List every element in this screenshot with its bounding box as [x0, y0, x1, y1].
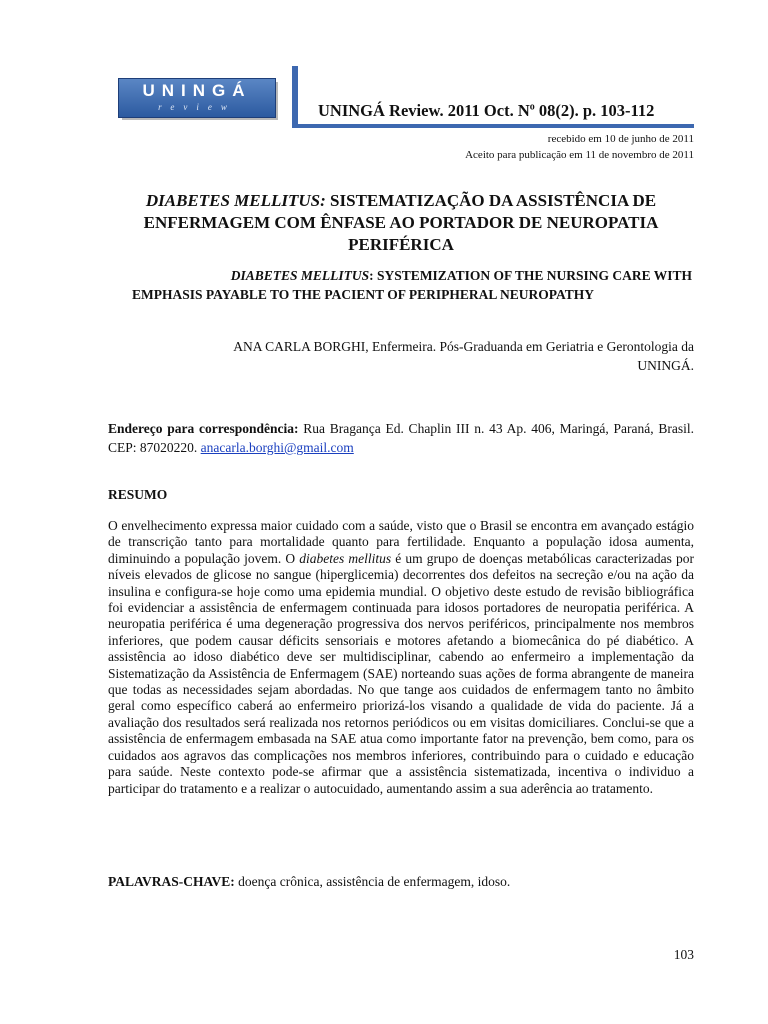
keywords-line	[108, 874, 694, 890]
keywords-text: doença crônica, assistência de enfermagem, idoso.	[234, 874, 511, 889]
resumo-heading: RESUMO	[108, 487, 168, 502]
logo-sub-text: review	[158, 102, 236, 112]
english-title-italic: DIABETES MELLITUS	[230, 268, 370, 283]
title-italic: DIABETES MELLITUS:	[145, 191, 326, 210]
address-label: Endereço para correspondência:	[108, 421, 299, 436]
resumo-part1: O envelhecimento expressa maior cuidado com a saúde, visto que o Brasil se encontra em avançado estágio de transcrição tanto para mortalidade quanto para fertilidade. Enquanto a população idosa aumenta, diminuindo a população jovem. O	[108, 518, 694, 566]
article-title	[108, 190, 694, 256]
resumo-body	[108, 518, 694, 797]
email-link[interactable]: anacarla.borghi@gmail.com	[200, 440, 354, 455]
english-title	[108, 266, 694, 304]
logo-main-text: UNINGÁ	[142, 81, 252, 100]
header-horizontal-rule	[292, 124, 694, 128]
english-title-line2: EMPHASIS PAYABLE TO THE PACIENT OF PERIPHERAL NEUROPATHY	[132, 287, 594, 302]
journal-citation	[318, 101, 654, 121]
resumo-part2: é um grupo de doenças metabólicas caracterizadas por níveis elevados de glicose no sangue (hiperglicemia) decorrentes dos defeitos na secreção e/ou na ação da insulina e configura-se hoje como uma epidemia mundial. O objetivo deste estudo de revisão bibliográfica foi evidenciar a assistência de enfermagem continuada para idosos portadores de neuropatia periférica. A neuropatia periférica é uma degeneração progressiva dos nervos periféricos, principalmente nos membros inferiores, que podem causar déficits sensoriais e motores afetando a biomecânica do pé diabético. A assistência ao idoso diabético deve ser multidisciplinar, cabendo ao enfermeiro a implementação da Sistematização da Assistência de Enfermagem (SAE) norteando suas ações de forma abrangente de maneira que todas as necessidades sejam abordadas. No que tange aos cuidados de enfermagem tanto no âmbito geral como específico caberá ao enfermeiro priorizá-los visando a qualidade de vida do paciente. Já a avaliação dos resultados será realizada nos retornos periódicos ou em visitas domiciliares. Conclui-se que a assistência de enfermagem embasada na SAE atua como importante fator na prevenção, bem como, para os cuidados aos agravos das complicações nos membros inferiores, contribuindo para o cuidado e educação para saúde. Neste contexto pode-se afirmar que a assistência sistematizada, incentiva o individuo a participar do tratamento e a realizar o autocuidado, aumentando assim a sua aderência ao tratamento.	[108, 550, 694, 796]
page-number: 103	[673, 947, 694, 962]
received-dates	[465, 131, 694, 163]
journal-prefix: UNINGÁ Review. 2011 Oct. N	[318, 101, 530, 120]
author-line2: UNINGÁ.	[637, 358, 694, 373]
english-title-line1	[108, 266, 694, 285]
english-title-line1-rest: : SYSTEMIZATION OF THE NURSING CARE WITH	[369, 268, 692, 283]
resumo-italic-term: diabetes mellitus	[299, 550, 392, 566]
address-text: Rua Bragança Ed. Chaplin III n. 43 Ap. 406, Maringá, Paraná, Brasil. CEP: 87020220.	[108, 421, 694, 455]
author-line1: ANA CARLA BORGHI, Enfermeira. Pós-Graduanda em Geriatria e Gerontologia da	[233, 339, 694, 354]
header-vertical-rule	[292, 66, 298, 128]
logo-box	[118, 78, 276, 118]
received-date: recebido em 10 de junho de 2011	[547, 133, 694, 145]
uninga-review-logo	[118, 78, 278, 120]
keywords-label: PALAVRAS-CHAVE:	[108, 874, 235, 889]
author-block	[108, 337, 694, 375]
journal-suffix: 08(2). p. 103-112	[534, 101, 655, 120]
correspondence-address	[108, 419, 694, 457]
journal-number-sup: o	[529, 101, 535, 113]
accepted-date: Aceito para publicação em 11 de novembro de 2011	[465, 149, 694, 161]
title-rest: SISTEMATIZAÇÃO DA ASSISTÊNCIA DE ENFERMAGEM COM ÊNFASE AO PORTADOR DE NEUROPATIA PERIFÉRICA	[143, 191, 659, 254]
